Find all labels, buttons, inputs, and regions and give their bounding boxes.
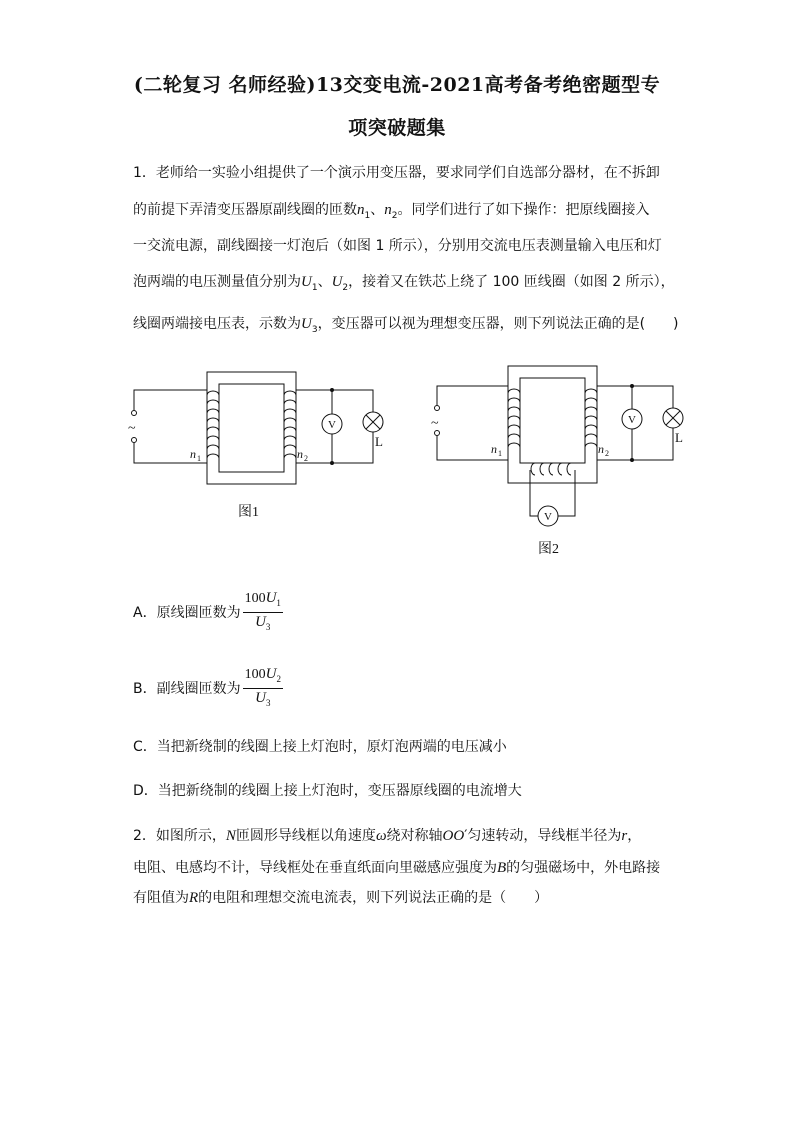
q2-text: 有阻值为: [133, 890, 189, 906]
symbol-U: U: [301, 274, 312, 290]
fraction-denominator: [243, 689, 283, 712]
primary-wire-top-2: [437, 386, 508, 405]
subscript: 2: [342, 282, 349, 293]
junction-dot: [331, 389, 334, 392]
lamp-label: L: [375, 434, 383, 449]
symbol-n: n: [384, 202, 392, 218]
symbol-n: n: [357, 202, 365, 218]
label-n2-2: n: [598, 442, 604, 456]
label-n1: n: [190, 447, 196, 461]
q1-line2-a: 的前提下弄清变压器原副线圈的匝数: [133, 202, 357, 218]
label-n2-sub: 2: [304, 454, 308, 463]
ac-source-symbol-2: ~: [431, 416, 439, 431]
primary-coil: [207, 391, 219, 458]
q2-text: 匝圆形导线框以角速度: [235, 828, 376, 844]
voltmeter-label-2: V: [628, 414, 636, 426]
label-n2: n: [297, 447, 303, 461]
symbol-B: B: [497, 860, 507, 876]
option-d: D．当把新绕制的线圈上接上灯泡时，变压器原线圈的电流增大: [133, 783, 522, 799]
document-title-line2: 项突破题集: [348, 117, 446, 139]
option-a-label: A．原线圈匝数为: [133, 604, 241, 621]
q2-text: ，: [627, 828, 642, 844]
q2-line1: [133, 826, 673, 846]
voltmeter-label-3: V: [544, 511, 552, 523]
subscript: 1: [276, 597, 281, 608]
q1-line4-c: ，接着又在铁芯上绕了 100 匝线圈（如图 2 所示），: [348, 274, 675, 290]
q2-line3: [133, 888, 673, 908]
subscript: 3: [265, 621, 271, 632]
fraction: [243, 666, 283, 712]
separator: 、: [370, 202, 385, 218]
q2-text: ′匀速转动，导线框半径为: [464, 828, 622, 844]
figure-2-caption: 图2: [538, 542, 559, 557]
separator: 、: [317, 274, 332, 290]
subscript: 2: [391, 210, 398, 221]
third-coil: [531, 463, 571, 475]
terminal: [435, 431, 440, 436]
label-n2-sub-2: 2: [605, 449, 609, 458]
ac-source-symbol: ~: [128, 421, 136, 436]
core2-inner: [520, 378, 585, 463]
q1-line5-a: 线圈两端接电压表，示数为: [133, 316, 301, 332]
secondary-wire-top-2: [597, 386, 673, 408]
q2-line2: [133, 858, 673, 878]
junction-dot: [631, 385, 634, 388]
symbol-R: R: [189, 890, 199, 906]
symbol-U: U: [331, 274, 343, 290]
symbol-N: N: [225, 828, 236, 844]
secondary-wire-top: [296, 390, 373, 412]
core2-outer: [508, 366, 597, 483]
symbol-r: r: [621, 828, 628, 844]
symbol-omega: ω: [375, 828, 387, 844]
subscript: 3: [311, 324, 318, 335]
symbol-U: U: [255, 689, 266, 706]
q1-line4-a: 泡两端的电压测量值分别为: [133, 274, 301, 290]
symbol-U: U: [265, 590, 277, 606]
core-inner: [219, 384, 284, 472]
junction-dot: [331, 462, 334, 465]
third-coil-wire: [530, 470, 538, 516]
q1-line3: 一交流电源，副线圈接一灯泡后（如图 1 所示），分别用交流电压表测量输入电压和灯: [133, 238, 662, 254]
lamp-label-2: L: [675, 430, 683, 445]
subscript: 1: [311, 282, 318, 293]
fraction-denominator: [243, 613, 283, 636]
option-c: C．当把新绕制的线圈上接上灯泡时，原灯泡两端的电压减小: [133, 739, 507, 755]
coefficient: 100: [244, 591, 266, 606]
option-b: [133, 666, 673, 712]
coefficient: 100: [244, 667, 266, 682]
terminal: [132, 411, 137, 416]
third-coil-wire: [558, 470, 575, 516]
symbol-U: U: [301, 316, 312, 332]
subscript: 2: [276, 673, 281, 684]
core-outer: [207, 372, 296, 484]
subscript: 1: [364, 210, 371, 221]
primary-wire-top: [134, 390, 207, 410]
q2-text: 的电阻和理想交流电流表，则下列说法正确的是（ ）: [198, 890, 549, 906]
secondary-coil: [284, 391, 296, 458]
option-a: [133, 590, 673, 636]
figure-1-caption: 图1: [238, 505, 259, 520]
voltmeter-label: V: [328, 419, 336, 431]
fraction-numerator: [243, 590, 283, 613]
subscript: 3: [265, 697, 271, 708]
q2-text: 的匀强磁场中，外电路接: [506, 860, 661, 876]
option-b-label: B．副线圈匝数为: [133, 680, 241, 697]
q2-text: 绕对称轴: [386, 828, 443, 844]
q2-text: 2．如图所示，: [133, 828, 226, 844]
label-n1-2: n: [491, 442, 497, 456]
terminal: [435, 406, 440, 411]
q1-line1: 1．老师给一实验小组提供了一个演示用变压器，要求同学们自选部分器材，在不拆卸: [133, 165, 660, 181]
q2-text: 电阻、电感均不计，导线框处在垂直纸面向里磁感应强度为: [133, 860, 497, 876]
symbol-OO: OO: [442, 828, 465, 844]
secondary-coil-2: [585, 389, 597, 447]
label-n1-sub-2: 1: [498, 449, 502, 458]
label-n1-sub: 1: [197, 454, 201, 463]
q1-line5-b: ，变压器可以视为理想变压器，则下列说法正确的是( ): [317, 316, 679, 332]
junction-dot: [631, 459, 634, 462]
symbol-U: U: [255, 613, 266, 630]
q1-line2-c: 。同学们进行了如下操作：把原线圈接入: [397, 202, 650, 218]
document-title-line1: (二轮复习 名师经验)13交变电流-2021高考备考绝密题型专: [133, 74, 661, 96]
symbol-U: U: [265, 666, 277, 682]
primary-coil-2: [508, 389, 520, 447]
terminal: [132, 438, 137, 443]
fraction-numerator: [243, 666, 283, 689]
fraction: [243, 590, 283, 636]
